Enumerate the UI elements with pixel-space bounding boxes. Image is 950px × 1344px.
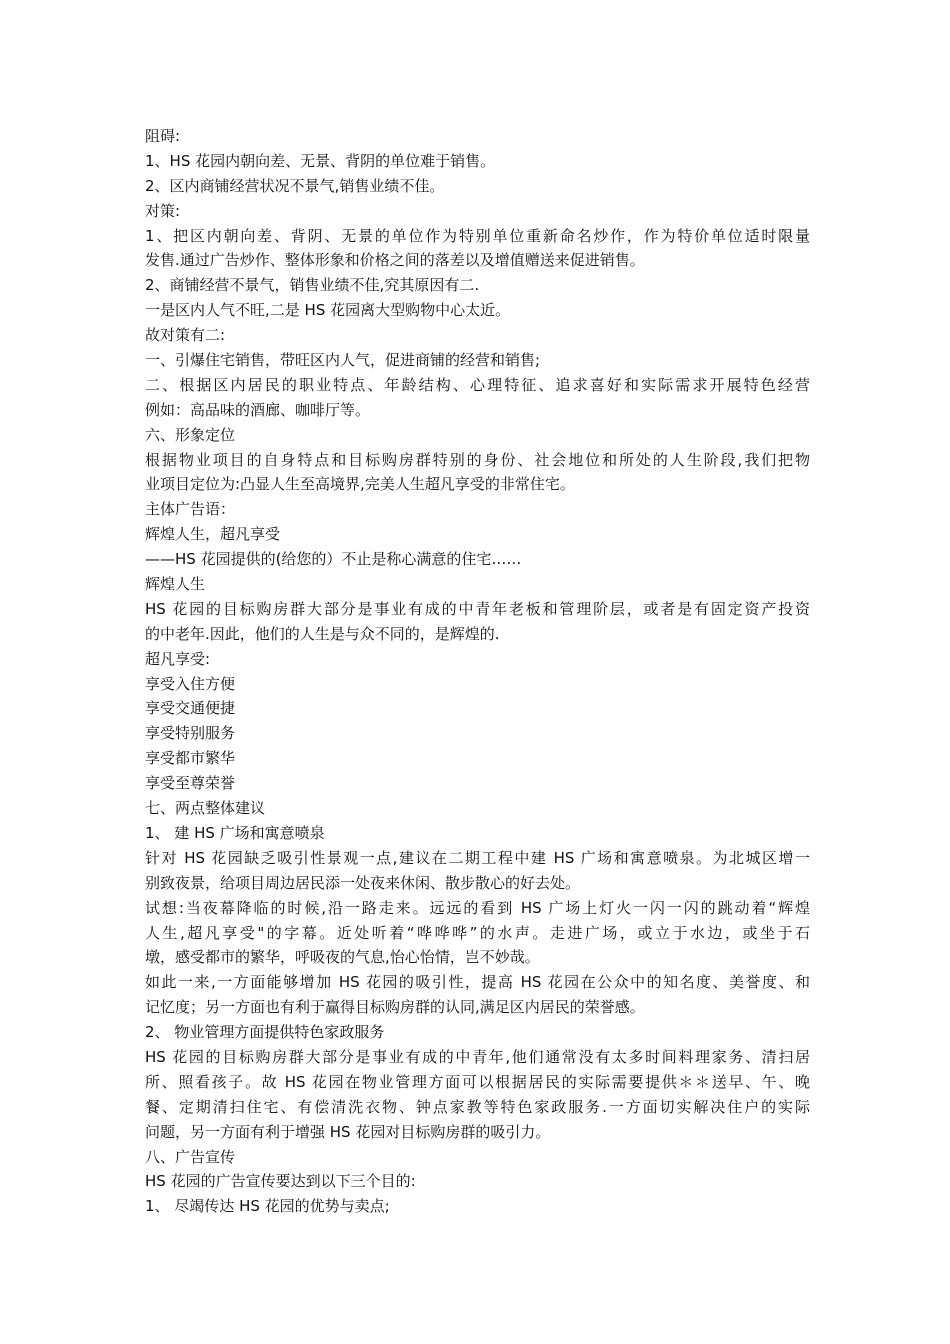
list-item: 享受交通便捷	[145, 699, 236, 718]
slogan: 辉煌人生，超凡享受	[145, 525, 281, 544]
text-line: 例如：高品味的酒廊、咖啡厅等。	[145, 400, 371, 419]
text-line: 1、 建 HS 广场和寓意喷泉	[145, 823, 325, 842]
text-line: HS 花园的广告宣传要达到以下三个目的:	[145, 1172, 416, 1191]
text-line: 根据物业项目的自身特点和目标购房群特别的身份、社会地位和所处的人生阶段,我们把物	[145, 450, 810, 469]
text-line: HS 花园的目标购房群大部分是事业有成的中青年老板和管理阶层，或者是有固定资产投资	[145, 599, 810, 618]
text-line: 对策:	[145, 201, 181, 220]
text-line: 主体广告语：	[145, 500, 236, 519]
section-heading: 八、广告宣传	[145, 1147, 236, 1166]
list-item: 享受都市繁华	[145, 749, 236, 768]
text-line: 人生,超凡享受"的字幕。近处听着“哗哗哗”的水声。走进广场，或立于水边，或坐于石	[145, 923, 810, 942]
text-line: 1、 尽竭传达 HS 花园的优势与卖点;	[145, 1197, 390, 1216]
list-item: 享受入住方便	[145, 674, 236, 693]
section-heading: 六、形象定位	[145, 425, 236, 444]
text-line: 一是区内人气不旺,二是 HS 花园离大型购物中心太近。	[145, 301, 511, 320]
text-line: 记忆度；另一方面也有利于赢得目标购房群的认同,满足区内居民的荣誉感。	[145, 998, 645, 1017]
text-line: 如此一来,一方面能够增加 HS 花园的吸引性，提高 HS 花园在公众中的知名度、美誉度、和	[145, 973, 810, 992]
text-line: 业项目定位为:凸显人生至高境界,完美人生超凡享受的非常住宅。	[145, 475, 575, 494]
text-line: 试想:当夜幕降临的时候,沿一路走来。远远的看到 HS 广场上灯火一闪一闪的跳动着“辉煌	[145, 898, 810, 917]
text-line: 问题，另一方面有利于增强 HS 花园对目标购房群的吸引力。	[145, 1122, 551, 1141]
list-item: 享受特别服务	[145, 724, 236, 743]
text-line: 的中老年.因此，他们的人生是与众不同的，是辉煌的.	[145, 624, 500, 643]
text-line: 辉煌人生	[145, 575, 206, 594]
text-line: 一、引爆住宅销售，带旺区内人气，促进商铺的经营和销售;	[145, 351, 541, 370]
text-line: 2、 物业管理方面提供特色家政服务	[145, 1023, 385, 1042]
text-line: 餐、定期清扫住宅、有偿清洗衣物、钟点家教等特色家政服务.一方面切实解决住户的实际	[145, 1097, 810, 1116]
text-line: 别致夜景，给项目周边居民添一处夜来休闲、散步散心的好去处。	[145, 873, 581, 892]
document-body	[145, 124, 810, 1219]
section-heading: 七、两点整体建议	[145, 799, 266, 818]
text-line: ——HS 花园提供的(给您的）不止是称心满意的住宅……	[145, 550, 522, 569]
text-line: 1、把区内朝向差、背阴、无景的单位作为特别单位重新命名炒作，作为特价单位适时限量	[145, 226, 810, 245]
text-line: 墩，感受都市的繁华，呼吸夜的气息,怡心怡情，岂不妙哉。	[145, 948, 540, 967]
text-line: 2、区内商铺经营状况不景气,销售业绩不佳。	[145, 176, 445, 195]
text-line: 二、根据区内居民的职业特点、年龄结构、心理特征、追求喜好和实际需求开展特色经营	[145, 375, 810, 394]
text-line: 2、商铺经营不景气，销售业绩不佳,究其原因有二.	[145, 276, 480, 295]
text-line: 1、HS 花园内朝向差、无景、背阴的单位难于销售。	[145, 151, 496, 170]
text-line: 所、照看孩子。故 HS 花园在物业管理方面可以根据居民的实际需要提供＊＊送早、午、晚	[145, 1072, 810, 1091]
text-line: 发售.通过广告炒作、整体形象和价格之间的落差以及增值赠送来促进销售。	[145, 251, 645, 270]
text-line: 超凡享受:	[145, 649, 211, 668]
list-item: 享受至尊荣誉	[145, 774, 236, 793]
text-line: 针对 HS 花园缺乏吸引性景观一点,建议在二期工程中建 HS 广场和寓意喷泉。为北城区增一	[145, 848, 810, 867]
text-line: 故对策有二:	[145, 326, 226, 345]
text-line: HS 花园的目标购房群大部分是事业有成的中青年,他们通常没有太多时间料理家务、清扫居	[145, 1047, 810, 1066]
text-line: 阻碍:	[145, 127, 181, 145]
